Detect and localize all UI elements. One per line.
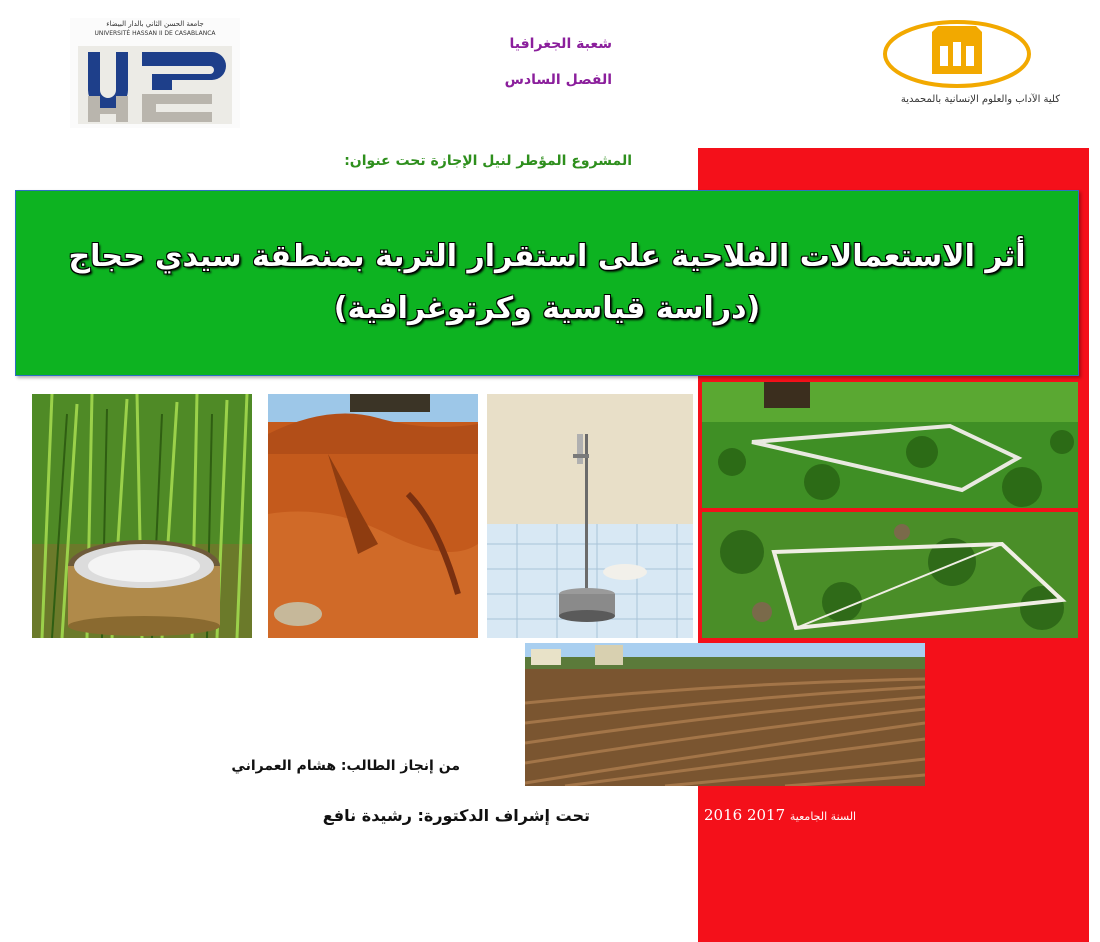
project-intro: المشروع المؤطر لنيل الإجازة تحت عنوان: — [344, 153, 632, 169]
department-label: شعبة الجغرافيا — [509, 36, 612, 52]
supervisor-name: تحت إشراف الدكتورة: رشيدة نافع — [322, 806, 590, 825]
student-name: من إنجاز الطالب: هشام العمراني — [231, 758, 460, 774]
uh2-logo-icon — [78, 46, 232, 124]
semester-label: الفصل السادس — [504, 72, 612, 88]
photo-plowed-field — [525, 643, 925, 786]
faculty-logo — [868, 18, 1060, 136]
photo-red-soil-profile — [268, 394, 478, 638]
photo-lab-stand — [487, 394, 693, 638]
title-line-1: أثر الاستعمالات الفلاحية على استقرار التربة بمنطقة سيدي حجاج — [68, 239, 1026, 274]
academic-year-value: 2016 2017 — [704, 806, 786, 824]
photo-quadrat-frame-2 — [702, 512, 1078, 638]
academic-year-label: السنة الجامعية — [789, 810, 857, 823]
title-box — [15, 190, 1079, 376]
university-logo — [70, 18, 240, 128]
university-name: جامعة الحسن الثاني بالدار البيضاء UNIVERSITÉ HASSAN II DE CASABLANCA — [94, 20, 216, 37]
photo-quadrat-frame-1 — [702, 382, 1078, 508]
academic-year — [704, 806, 964, 824]
photo-soil-tin-in-grass — [32, 394, 252, 638]
title-line-2: (دراسة قياسية وكرتوغرافية) — [333, 291, 761, 326]
faculty-name: كلية الآداب والعلوم الإنسانية بالمحمدية — [900, 94, 1060, 105]
faculty-seal-icon — [882, 20, 1032, 92]
